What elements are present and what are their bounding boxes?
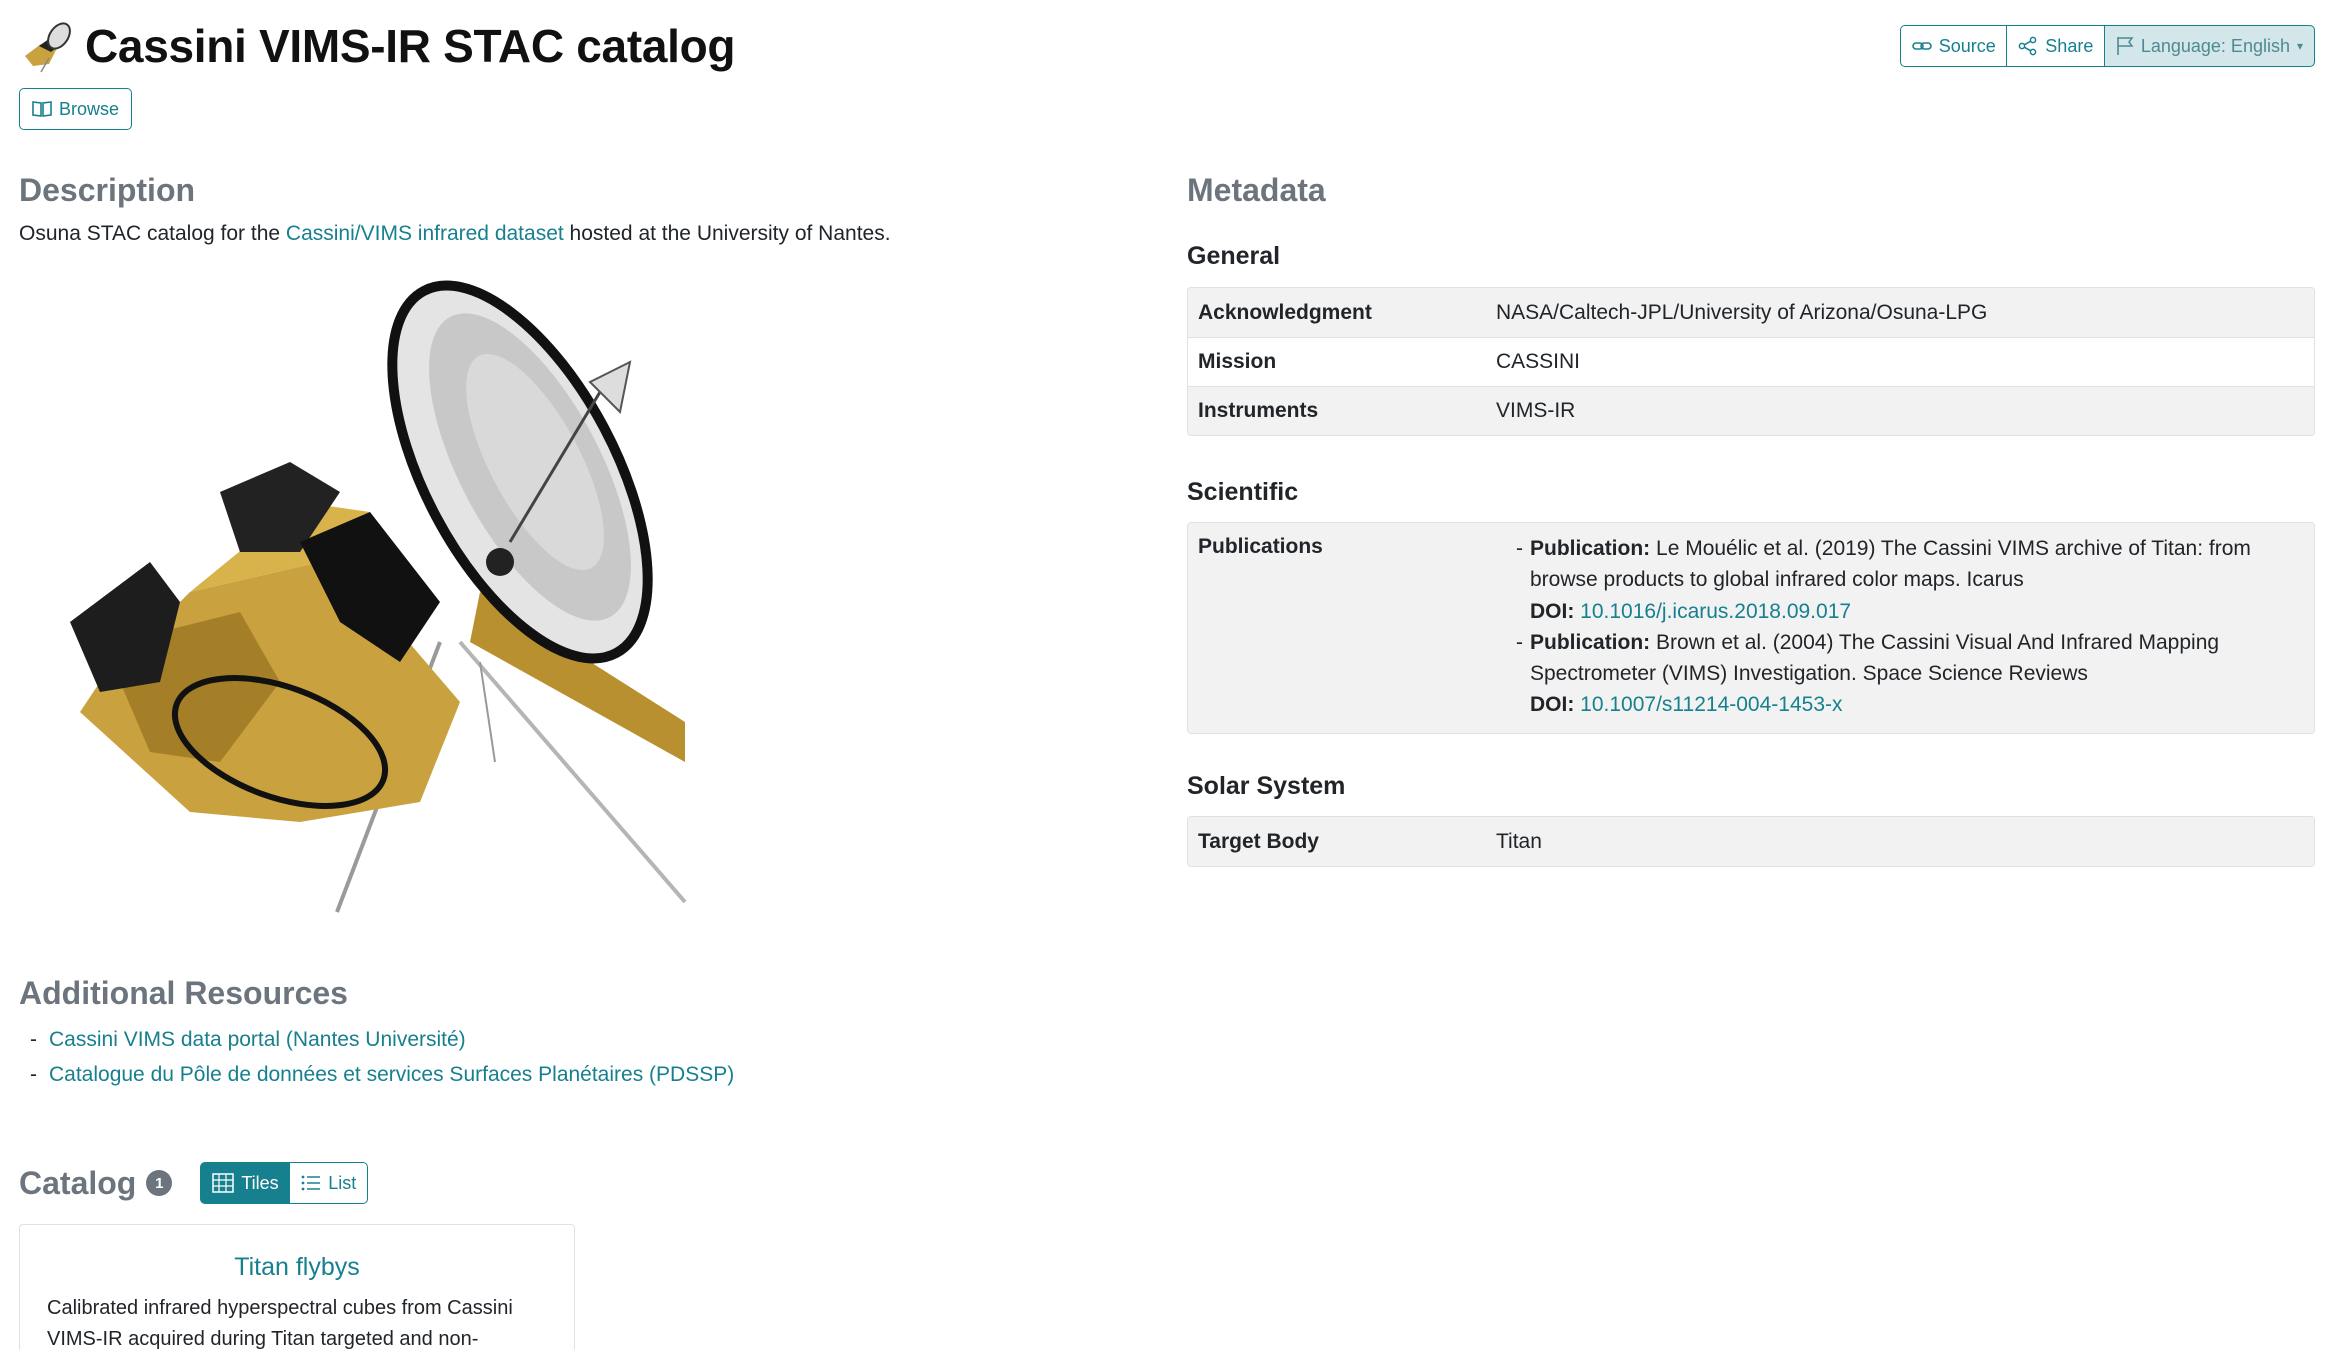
description-text-before: Osuna STAC catalog for the — [19, 222, 286, 245]
chevron-down-icon: ▾ — [2296, 39, 2303, 53]
list-item — [30, 1022, 734, 1057]
list-label: List — [328, 1172, 357, 1193]
view-toggle — [200, 1162, 368, 1204]
page-title: Cassini VIMS-IR STAC catalog — [85, 20, 736, 72]
list-icon — [301, 1175, 321, 1191]
description-heading: Description — [19, 172, 196, 208]
row-key: Instruments — [1198, 399, 1319, 422]
resource-link[interactable]: Cassini VIMS data portal (Nantes Université) — [49, 1028, 466, 1051]
list-item — [30, 1057, 734, 1092]
doi-link[interactable]: 10.1016/j.icarus.2018.09.017 — [1580, 599, 1852, 623]
row-key: Mission — [1198, 350, 1277, 373]
card-title[interactable]: Titan flybys — [234, 1253, 360, 1281]
metadata-heading: Metadata — [1187, 172, 1326, 208]
dataset-link[interactable]: Cassini/VIMS infrared dataset — [285, 222, 564, 245]
row-value: CASSINI — [1496, 350, 1581, 373]
publication-citation: Le Mouélic et al. (2019) The Cassini VIMS archive of Titan: from browse products to global infrared color maps. Icarus — [1530, 537, 2251, 592]
row-value: VIMS-IR — [1496, 399, 1576, 422]
table-row — [1188, 817, 2314, 866]
share-button[interactable] — [2006, 25, 2105, 67]
link-icon — [1912, 39, 1932, 53]
doi-label: DOI: — [1530, 599, 1575, 623]
share-label: Share — [2045, 35, 2094, 56]
solar-system-table — [1187, 816, 2315, 867]
description-text-after: hosted at the University of Nantes. — [563, 222, 891, 245]
solar-system-heading: Solar System — [1187, 772, 1346, 800]
catalog-count-badge: 1 — [146, 1170, 172, 1196]
row-value: NASA/Caltech-JPL/University of Arizona/Osuna-LPG — [1496, 300, 1988, 324]
table-row — [1188, 288, 2314, 337]
source-button[interactable] — [1900, 25, 2008, 67]
tiles-label: Tiles — [241, 1172, 279, 1193]
table-row — [1188, 523, 2314, 733]
scientific-table — [1187, 522, 2315, 734]
cassini-spacecraft-image — [40, 262, 700, 922]
general-table — [1187, 287, 2315, 436]
resources-list — [30, 1022, 734, 1092]
scientific-heading: Scientific — [1187, 478, 1299, 506]
catalog-header — [19, 1162, 368, 1204]
cassini-logo-icon — [19, 18, 75, 74]
resources-heading: Additional Resources — [19, 975, 348, 1011]
publication-label: Publication: — [1530, 537, 1651, 560]
row-value: Titan — [1496, 829, 1542, 853]
row-key: Publications — [1198, 535, 1323, 558]
description-text — [19, 222, 891, 246]
general-heading: General — [1187, 242, 1281, 270]
list-dash: - — [1516, 630, 1523, 654]
grid-icon — [212, 1173, 234, 1193]
language-label: Language: English — [2140, 35, 2290, 56]
tiles-view-button[interactable] — [200, 1162, 290, 1204]
source-label: Source — [1938, 35, 1996, 56]
table-row — [1188, 337, 2314, 386]
flag-icon — [2116, 36, 2134, 56]
publication-label: Publication: — [1530, 630, 1651, 654]
table-row — [1188, 386, 2314, 435]
publication-item — [1516, 533, 2270, 627]
row-key: Target Body — [1198, 829, 1319, 853]
list-dash: - — [1516, 537, 1523, 560]
share-icon — [2018, 36, 2038, 56]
header-actions — [1900, 25, 2315, 67]
publication-citation: Brown et al. (2004) The Cassini Visual And Infrared Mapping Spectrometer (VIMS) Investigation. Space Science Reviews — [1530, 630, 2220, 686]
catalog-card[interactable] — [19, 1224, 575, 1350]
publication-item — [1516, 627, 2270, 721]
book-icon — [32, 100, 52, 118]
list-dash: - — [30, 1028, 37, 1051]
publications-list — [1486, 523, 2314, 733]
language-dropdown[interactable] — [2104, 25, 2315, 67]
browse-label: Browse — [59, 98, 120, 119]
list-dash: - — [30, 1063, 37, 1086]
doi-label: DOI: — [1530, 693, 1575, 717]
list-view-button[interactable] — [289, 1162, 368, 1204]
resource-link[interactable]: Catalogue du Pôle de données et services Surfaces Planétaires (PDSSP) — [49, 1063, 735, 1086]
catalog-heading: Catalog — [19, 1164, 137, 1201]
browse-button[interactable] — [19, 88, 132, 130]
row-key: Acknowledgment — [1198, 300, 1372, 324]
doi-link[interactable]: 10.1007/s11214-004-1453-x — [1580, 693, 1843, 717]
page-header — [19, 18, 735, 74]
card-description: Calibrated infrared hyperspectral cubes from Cassini VIMS-IR acquired during Titan targeted and non- — [47, 1297, 513, 1350]
